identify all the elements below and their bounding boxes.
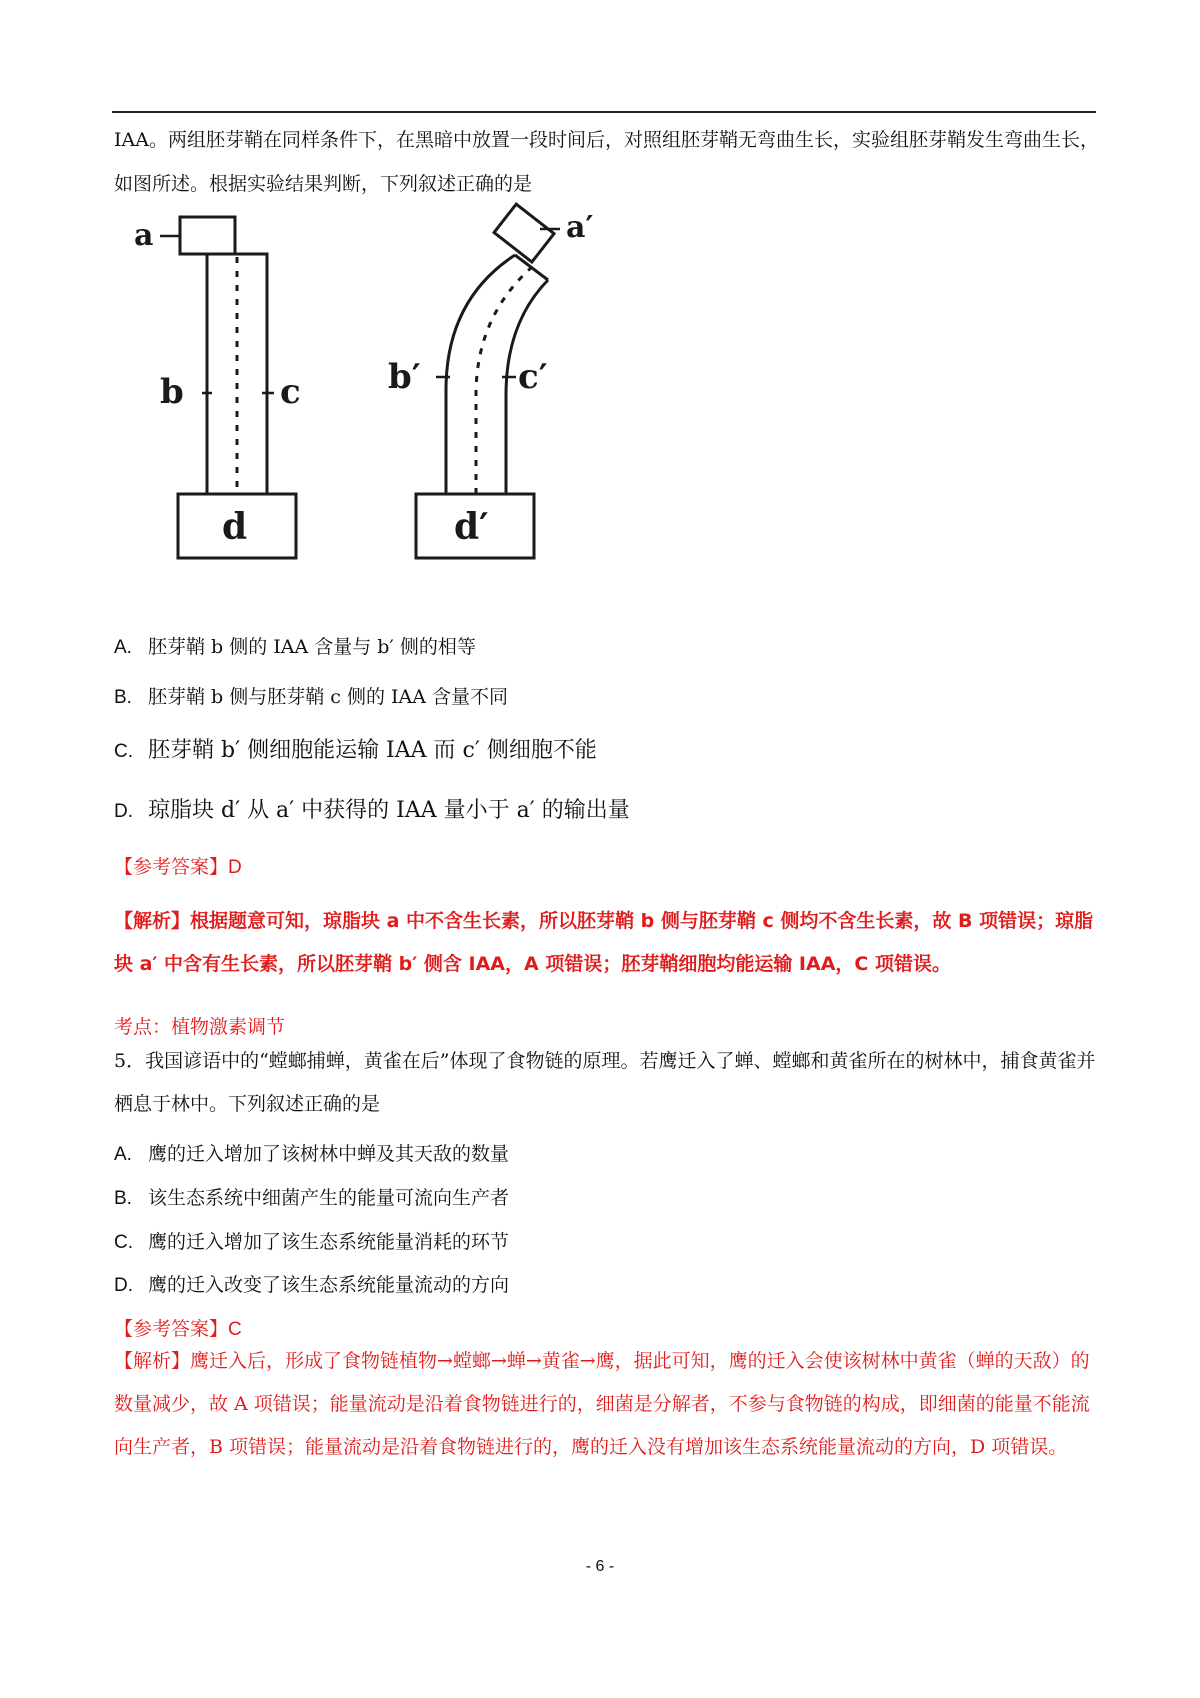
question-5-stem: 5．我国谚语中的“螳螂捕蝉，黄雀在后”体现了食物链的原理。若鹰迁入了蝉、螳螂和黄雀所在的树林中，捕食黄雀并栖息于林中。下列叙述正确的是 xyxy=(114,1050,1096,1115)
q4-answer: 【参考答案】D xyxy=(114,857,242,878)
page-number: - 6 - xyxy=(585,1558,615,1575)
option-text: 琼脂块 d′ 从 a′ 中获得的 IAA 量小于 a′ 的输出量 xyxy=(148,798,630,823)
label-d: d xyxy=(222,506,248,548)
q4-option-c[interactable] xyxy=(114,733,597,764)
q4-option-b[interactable] xyxy=(114,682,508,709)
label-a: a xyxy=(134,218,154,253)
q4-analysis: 【解析】根据题意可知，琼脂块 a 中不含生长素，所以胚芽鞘 b 侧与胚芽鞘 c 侧均不含生长素，故 B 项错误；琼脂块 a′ 中含有生长素，所以胚芽鞘 b′ 侧含 IAA，A 项错误；胚芽鞘细胞均能运输 IAA，C 项错误。 xyxy=(114,910,1094,975)
option-text: 胚芽鞘 b 侧与胚芽鞘 c 侧的 IAA 含量不同 xyxy=(148,686,508,708)
option-label: A. xyxy=(114,1144,132,1165)
q5-answer: 【参考答案】C xyxy=(114,1319,242,1340)
q4-option-d[interactable] xyxy=(114,793,630,824)
option-label: A. xyxy=(114,637,132,658)
q5-option-b[interactable] xyxy=(114,1183,509,1210)
option-text: 鹰的迁入改变了该生态系统能量流动的方向 xyxy=(148,1274,510,1296)
label-a-prime: a′ xyxy=(566,210,594,245)
option-label: C. xyxy=(114,741,133,762)
option-text: 鹰的迁入增加了该树林中蝉及其天敌的数量 xyxy=(148,1143,510,1165)
q4-kaodian: 考点：植物激素调节 xyxy=(114,1016,286,1038)
label-b: b xyxy=(160,372,184,412)
control-coleoptile xyxy=(134,217,301,558)
agar-block-a-prime xyxy=(494,204,554,262)
q5-analysis: 【解析】鹰迁入后，形成了食物链植物→螳螂→蝉→黄雀→鹰，据此可知，鹰的迁入会使该树林中黄雀（蝉的天敌）的数量减少，故 A 项错误；能量流动是沿着食物链进行的，细菌是分解者，不参与食物链的构成，即细菌的能量不能流向生产者，B 项错误；能量流动是沿着食物链进行的，鹰的迁入没有增加该生态系统能量流动的方向，D 项错误。 xyxy=(114,1350,1090,1458)
option-label: C. xyxy=(114,1232,133,1253)
option-label: D. xyxy=(114,801,133,822)
agar-block-a xyxy=(180,217,235,254)
option-label: B. xyxy=(114,1188,132,1209)
q4-option-a[interactable] xyxy=(114,632,476,659)
option-label: D. xyxy=(114,1275,133,1296)
q5-option-d[interactable] xyxy=(114,1270,509,1297)
option-text: 鹰的迁入增加了该生态系统能量消耗的环节 xyxy=(148,1231,510,1253)
label-d-prime: d′ xyxy=(454,506,489,548)
question-4-intro: IAA。两组胚芽鞘在同样条件下，在黑暗中放置一段时间后，对照组胚芽鞘无弯曲生长，实验组胚芽鞘发生弯曲生长，如图所述。根据实验结果判断，下列叙述正确的是 xyxy=(114,129,1099,195)
option-text: 胚芽鞘 b′ 侧细胞能运输 IAA 而 c′ 侧细胞不能 xyxy=(148,738,597,763)
q5-option-a[interactable] xyxy=(114,1139,509,1166)
label-b-prime: b′ xyxy=(388,357,421,397)
coleoptile-diagram xyxy=(134,205,700,625)
q5-option-c[interactable] xyxy=(114,1227,509,1254)
option-label: B. xyxy=(114,687,132,708)
option-text: 胚芽鞘 b 侧的 IAA 含量与 b′ 侧的相等 xyxy=(148,636,476,658)
experimental-coleoptile xyxy=(388,204,593,558)
label-c-prime: c′ xyxy=(518,357,548,397)
header-rule xyxy=(112,111,1096,113)
option-text: 该生态系统中细菌产生的能量可流向生产者 xyxy=(148,1187,510,1209)
label-c: c xyxy=(280,372,301,412)
